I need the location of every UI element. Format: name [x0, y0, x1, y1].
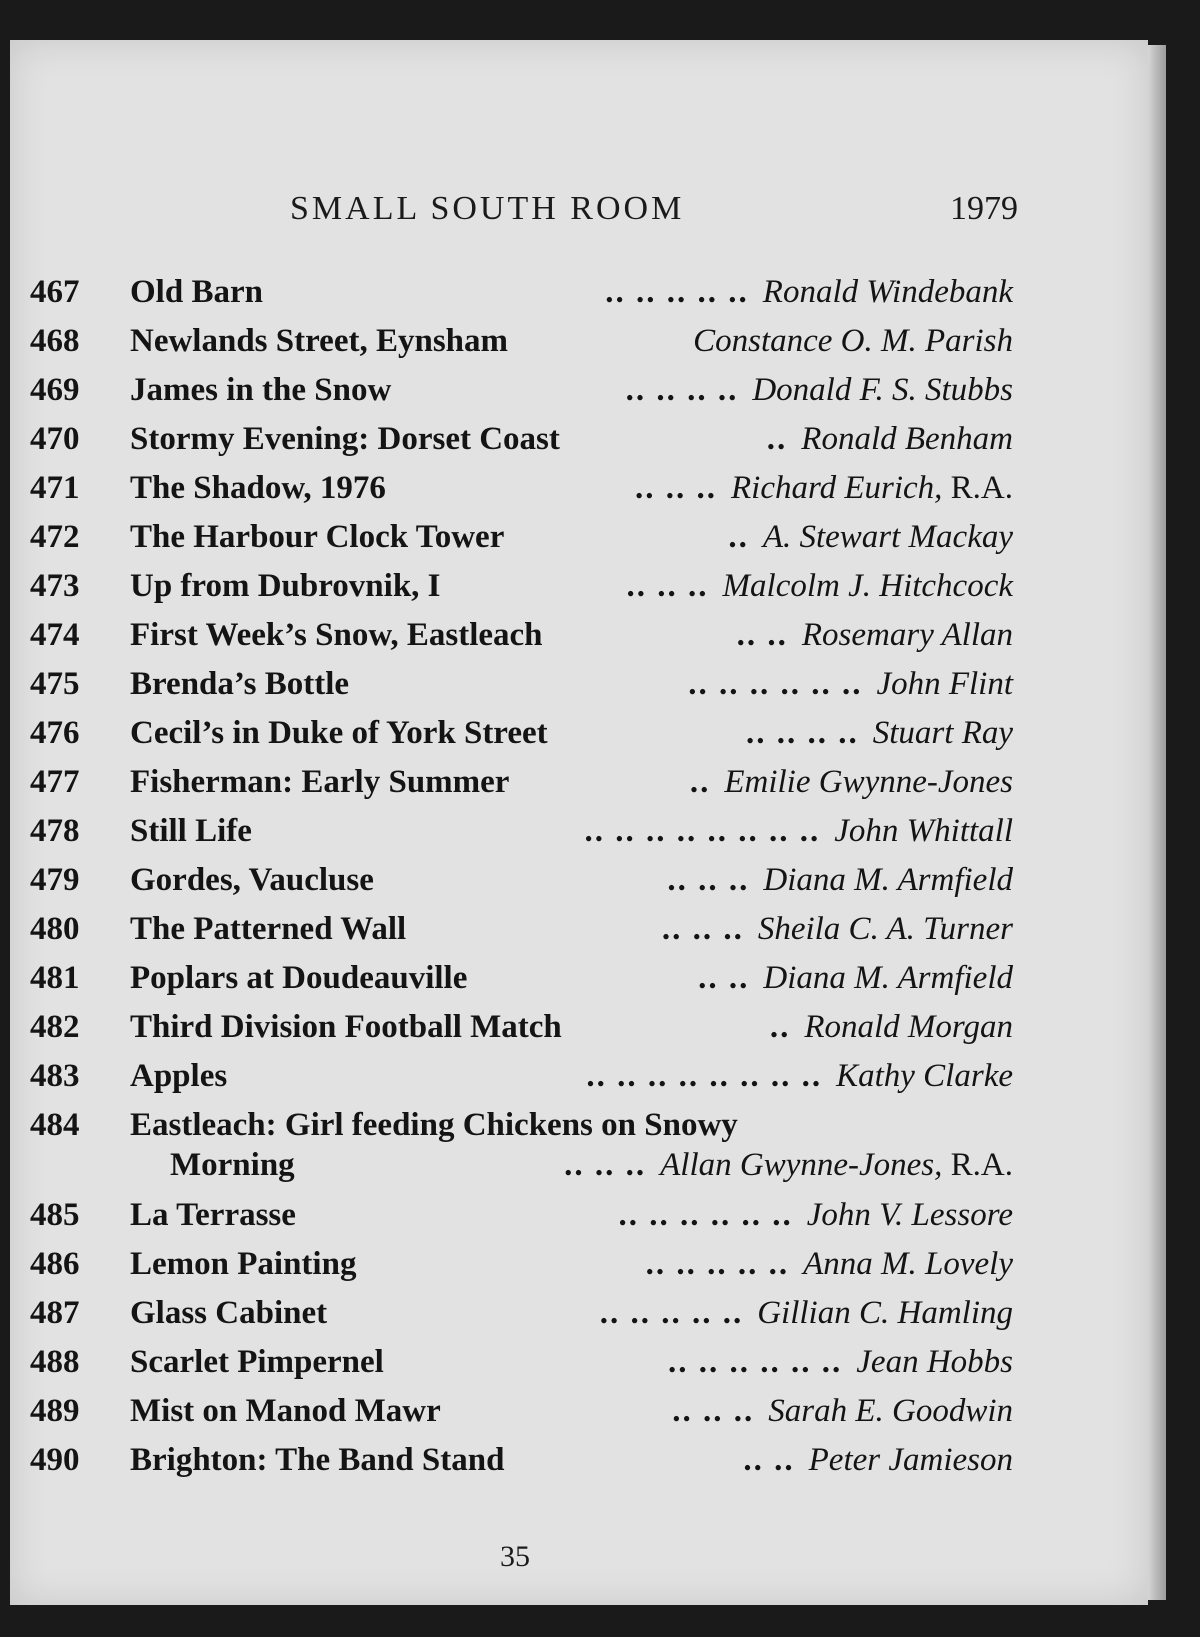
entry-title: Stormy Evening: Dorset Coast [130, 421, 560, 457]
catalogue-entry [10, 464, 1148, 513]
entry-title: Scarlet Pimpernel [130, 1344, 384, 1380]
entry-number: 488 [30, 1344, 80, 1380]
catalogue-entry [10, 611, 1148, 660]
entry-artist [876, 660, 1013, 709]
year: 1979 [950, 190, 1018, 227]
entry-number: 477 [30, 764, 80, 800]
artist-name: Ronald Morgan [804, 1009, 1013, 1045]
entry-artist [807, 1191, 1013, 1240]
entry-artist [723, 562, 1013, 611]
leader-dots: .. .. .. .. .. [645, 1246, 790, 1282]
artist-name: Gillian C. Hamling [757, 1295, 1013, 1331]
catalogue-page [10, 40, 1148, 1605]
entry-title: The Shadow, 1976 [130, 470, 386, 506]
catalogue-entry [10, 1101, 1148, 1191]
entry-number: 479 [30, 862, 80, 898]
artist-name: Kathy Clarke [836, 1058, 1013, 1094]
catalogue-entry [10, 856, 1148, 905]
catalogue-entry [10, 709, 1148, 758]
catalogue-entry [10, 1338, 1148, 1387]
entry-title: The Harbour Clock Tower [130, 519, 505, 555]
entry-title: Third Division Football Match [130, 1009, 562, 1045]
leader-dots: .. .. .. [635, 470, 717, 506]
entry-number: 470 [30, 421, 80, 457]
catalogue-entry [10, 562, 1148, 611]
entry-title: La Terrasse [130, 1197, 296, 1233]
entry-title: Newlands Street, Eynsham [130, 323, 509, 359]
leader-dots: .. .. .. [667, 862, 750, 898]
artist-name: Jean Hobbs [856, 1344, 1013, 1380]
artist-name: John Whittall [834, 813, 1013, 849]
leader-dots: .. .. .. .. [625, 372, 739, 408]
artist-name: Peter Jamieson [808, 1442, 1013, 1478]
leader-dots: .. .. .. .. .. .. [618, 1197, 793, 1233]
entry-number: 475 [30, 666, 80, 702]
leader-dots: .. .. .. [661, 911, 744, 947]
entry-number: 474 [30, 617, 80, 653]
entry-title: Up from Dubrovnik, I [130, 568, 441, 604]
entry-title: Poplars at Doudeauville [130, 960, 468, 996]
entry-artist [804, 1003, 1013, 1052]
catalogue-entry [10, 905, 1148, 954]
artist-name: Allan Gwynne-Jones, [660, 1147, 943, 1183]
entry-artist [724, 758, 1013, 807]
entry-artist [763, 954, 1013, 1003]
leader-dots: .. .. .. [672, 1393, 755, 1429]
entry-list [10, 268, 1148, 1485]
entry-title: Cecil’s in Duke of York Street [130, 715, 548, 751]
entry-artist [660, 1141, 1013, 1190]
leader-dots: .. .. .. .. .. [605, 274, 749, 310]
entry-title: Glass Cabinet [130, 1295, 328, 1331]
entry-title: Still Life [130, 813, 252, 849]
entry-title: Apples [130, 1058, 228, 1094]
leader-dots: .. .. .. [626, 568, 709, 604]
entry-number: 487 [30, 1295, 80, 1331]
entry-artist [836, 1052, 1013, 1101]
leader-dots: .. .. .. .. .. .. [668, 1344, 843, 1380]
entry-title: Lemon Painting [130, 1246, 357, 1282]
artist-suffix: R.A. [942, 1147, 1013, 1183]
leader-dots: .. .. [736, 617, 788, 653]
entry-artist [834, 807, 1013, 856]
catalogue-entry [10, 268, 1148, 317]
entry-number: 481 [30, 960, 80, 996]
entry-artist [803, 1240, 1013, 1289]
entry-number: 484 [30, 1107, 80, 1143]
leader-dots: .. [728, 519, 749, 555]
artist-name: Sarah E. Goodwin [768, 1393, 1013, 1429]
entry-artist [752, 366, 1013, 415]
page-edge [1148, 45, 1166, 1600]
artist-name: Malcolm J. Hitchcock [722, 568, 1013, 604]
entry-artist [809, 1436, 1013, 1485]
catalogue-entry [10, 1387, 1148, 1436]
entry-artist [758, 905, 1013, 954]
artist-name: John Flint [876, 666, 1013, 702]
entry-title: Old Barn [130, 274, 263, 310]
entry-number: 490 [30, 1442, 80, 1478]
leader-dots: .. [766, 421, 788, 457]
entry-number: 468 [30, 323, 80, 359]
entry-title: Gordes, Vaucluse [130, 862, 374, 898]
entry-title: Eastleach: Girl feeding Chickens on Snowy [130, 1107, 738, 1143]
leader-dots: .. [689, 764, 711, 800]
catalogue-entry [10, 1436, 1148, 1485]
entry-artist [693, 317, 1013, 366]
entry-artist [763, 856, 1013, 905]
entry-title: Mist on Manod Mawr [130, 1393, 441, 1429]
catalogue-entry [10, 513, 1148, 562]
catalogue-entry [10, 366, 1148, 415]
catalogue-entry [10, 1191, 1148, 1240]
page-header [10, 190, 1148, 230]
catalogue-entry [10, 758, 1148, 807]
entry-title: First Week’s Snow, Eastleach [130, 617, 543, 653]
entry-title: Brighton: The Band Stand [130, 1442, 505, 1478]
leader-dots: .. .. .. .. .. .. .. .. [586, 1058, 823, 1094]
entry-artist [731, 464, 1013, 513]
entry-number: 485 [30, 1197, 80, 1233]
catalogue-entry [10, 1240, 1148, 1289]
entry-number: 483 [30, 1058, 80, 1094]
artist-name: Diana M. Armfield [763, 960, 1013, 996]
catalogue-entry [10, 1289, 1148, 1338]
artist-name: Sheila C. A. Turner [757, 911, 1013, 947]
catalogue-entry [10, 415, 1148, 464]
artist-name: Emilie Gwynne-Jones [724, 764, 1013, 800]
artist-name: A. Stewart Mackay [762, 519, 1013, 555]
leader-dots: .. .. .. .. .. [599, 1295, 744, 1331]
entry-artist [763, 513, 1013, 562]
artist-name: John V. Lessore [806, 1197, 1013, 1233]
entry-number: 482 [30, 1009, 80, 1045]
leader-dots: .. .. .. .. [746, 715, 859, 751]
catalogue-entry [10, 1003, 1148, 1052]
entry-number: 473 [30, 568, 80, 604]
entry-number: 469 [30, 372, 80, 408]
artist-name: Stuart Ray [872, 715, 1013, 751]
entry-artist [802, 611, 1013, 660]
artist-name: Richard Eurich, [731, 470, 943, 506]
leader-dots: .. .. .. .. .. .. .. .. [584, 813, 821, 849]
entry-artist [856, 1338, 1013, 1387]
leader-dots: .. [769, 1009, 791, 1045]
entry-artist [768, 1387, 1013, 1436]
entry-number: 480 [30, 911, 80, 947]
artist-name: Ronald Windebank [762, 274, 1013, 310]
entry-number: 478 [30, 813, 80, 849]
artist-name: Rosemary Allan [801, 617, 1013, 653]
artist-name: Constance O. M. Parish [693, 323, 1013, 359]
entry-number: 467 [30, 274, 80, 310]
artist-name: Diana M. Armfield [763, 862, 1013, 898]
entry-title: Brenda’s Bottle [130, 666, 350, 702]
entry-number: 476 [30, 715, 80, 751]
catalogue-entry [10, 1052, 1148, 1101]
entry-artist [801, 415, 1013, 464]
entry-artist [757, 1289, 1013, 1338]
artist-name: Anna M. Lovely [803, 1246, 1013, 1282]
entry-artist [763, 268, 1013, 317]
leader-dots: .. .. .. .. .. .. [688, 666, 863, 702]
entry-title: Fisherman: Early Summer [130, 764, 510, 800]
catalogue-entry [10, 660, 1148, 709]
catalogue-entry [10, 954, 1148, 1003]
page-number: 35 [500, 1540, 530, 1573]
artist-name: Ronald Benham [801, 421, 1013, 457]
entry-number: 489 [30, 1393, 80, 1429]
artist-name: Donald F. S. Stubbs [752, 372, 1013, 408]
leader-dots: .. .. .. [564, 1147, 647, 1183]
entry-number: 471 [30, 470, 80, 506]
room-title: SMALL SOUTH ROOM [290, 190, 685, 227]
entry-number: 486 [30, 1246, 80, 1282]
artist-suffix: R.A. [942, 470, 1013, 506]
leader-dots: .. .. [698, 960, 750, 996]
leader-dots: .. .. [743, 1442, 795, 1478]
catalogue-entry [10, 317, 1148, 366]
entry-title-continued: Morning [170, 1147, 295, 1183]
entry-artist [873, 709, 1013, 758]
entry-title: The Patterned Wall [130, 911, 407, 947]
catalogue-entry [10, 807, 1148, 856]
entry-number: 472 [30, 519, 80, 555]
entry-title: James in the Snow [130, 372, 392, 408]
